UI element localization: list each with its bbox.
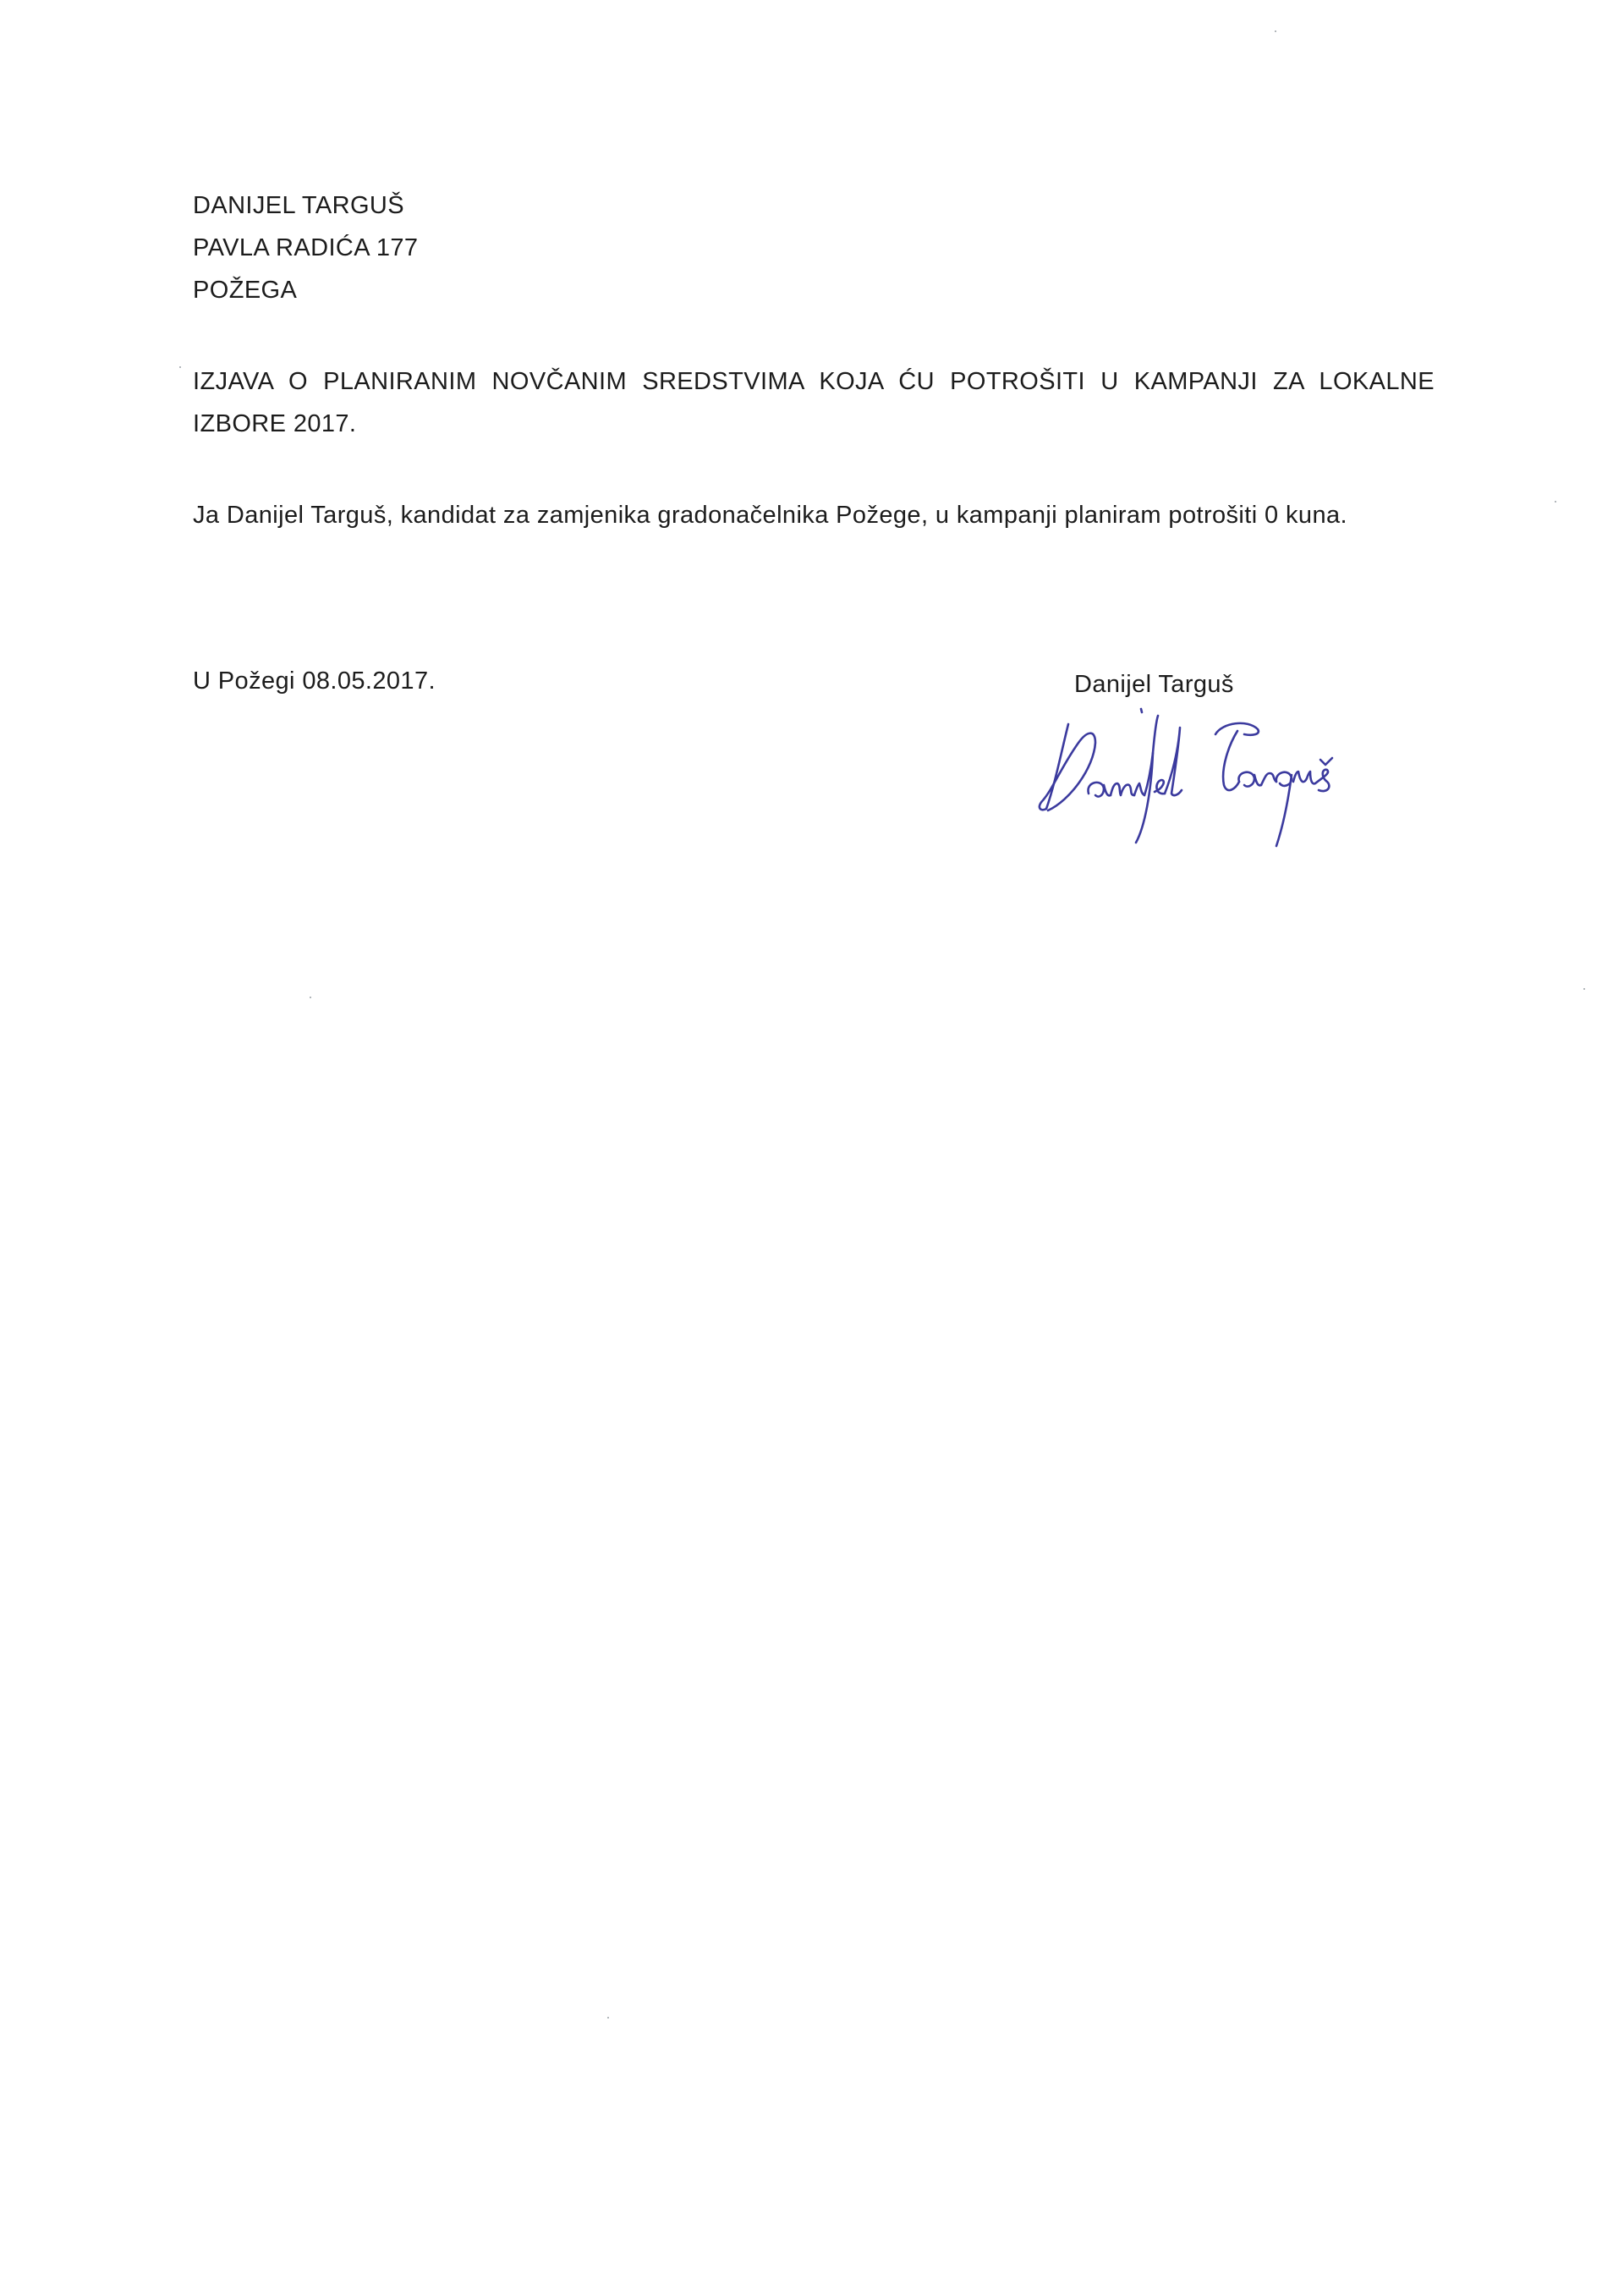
signer-name: Danijel Targuš (1074, 671, 1234, 698)
scan-speck (607, 2017, 609, 2019)
scan-speck (179, 366, 181, 368)
sender-street: PAVLA RADIĆA 177 (193, 234, 419, 261)
scan-speck (1555, 501, 1556, 503)
sender-name: DANIJEL TARGUŠ (193, 192, 405, 219)
statement-body: Ja Danijel Targuš, kandidat za zamjenika gradonačelnika Požege, u kampanji planiram potrošiti 0 kuna. (193, 502, 1347, 529)
statement-heading: IZJAVA O PLANIRANIM NOVČANIM SREDSTVIMA KOJA ĆU POTROŠITI U KAMPANJI ZA LOKALNE IZBORE 2017. (193, 368, 1435, 437)
handwritten-signature (1036, 700, 1374, 853)
scan-speck (1275, 30, 1276, 32)
place-and-date: U Požegi 08.05.2017. (193, 667, 436, 695)
scan-speck (310, 997, 311, 998)
sender-address-block (193, 184, 870, 311)
sender-city: POŽEGA (193, 277, 298, 304)
scan-speck (1583, 988, 1585, 990)
